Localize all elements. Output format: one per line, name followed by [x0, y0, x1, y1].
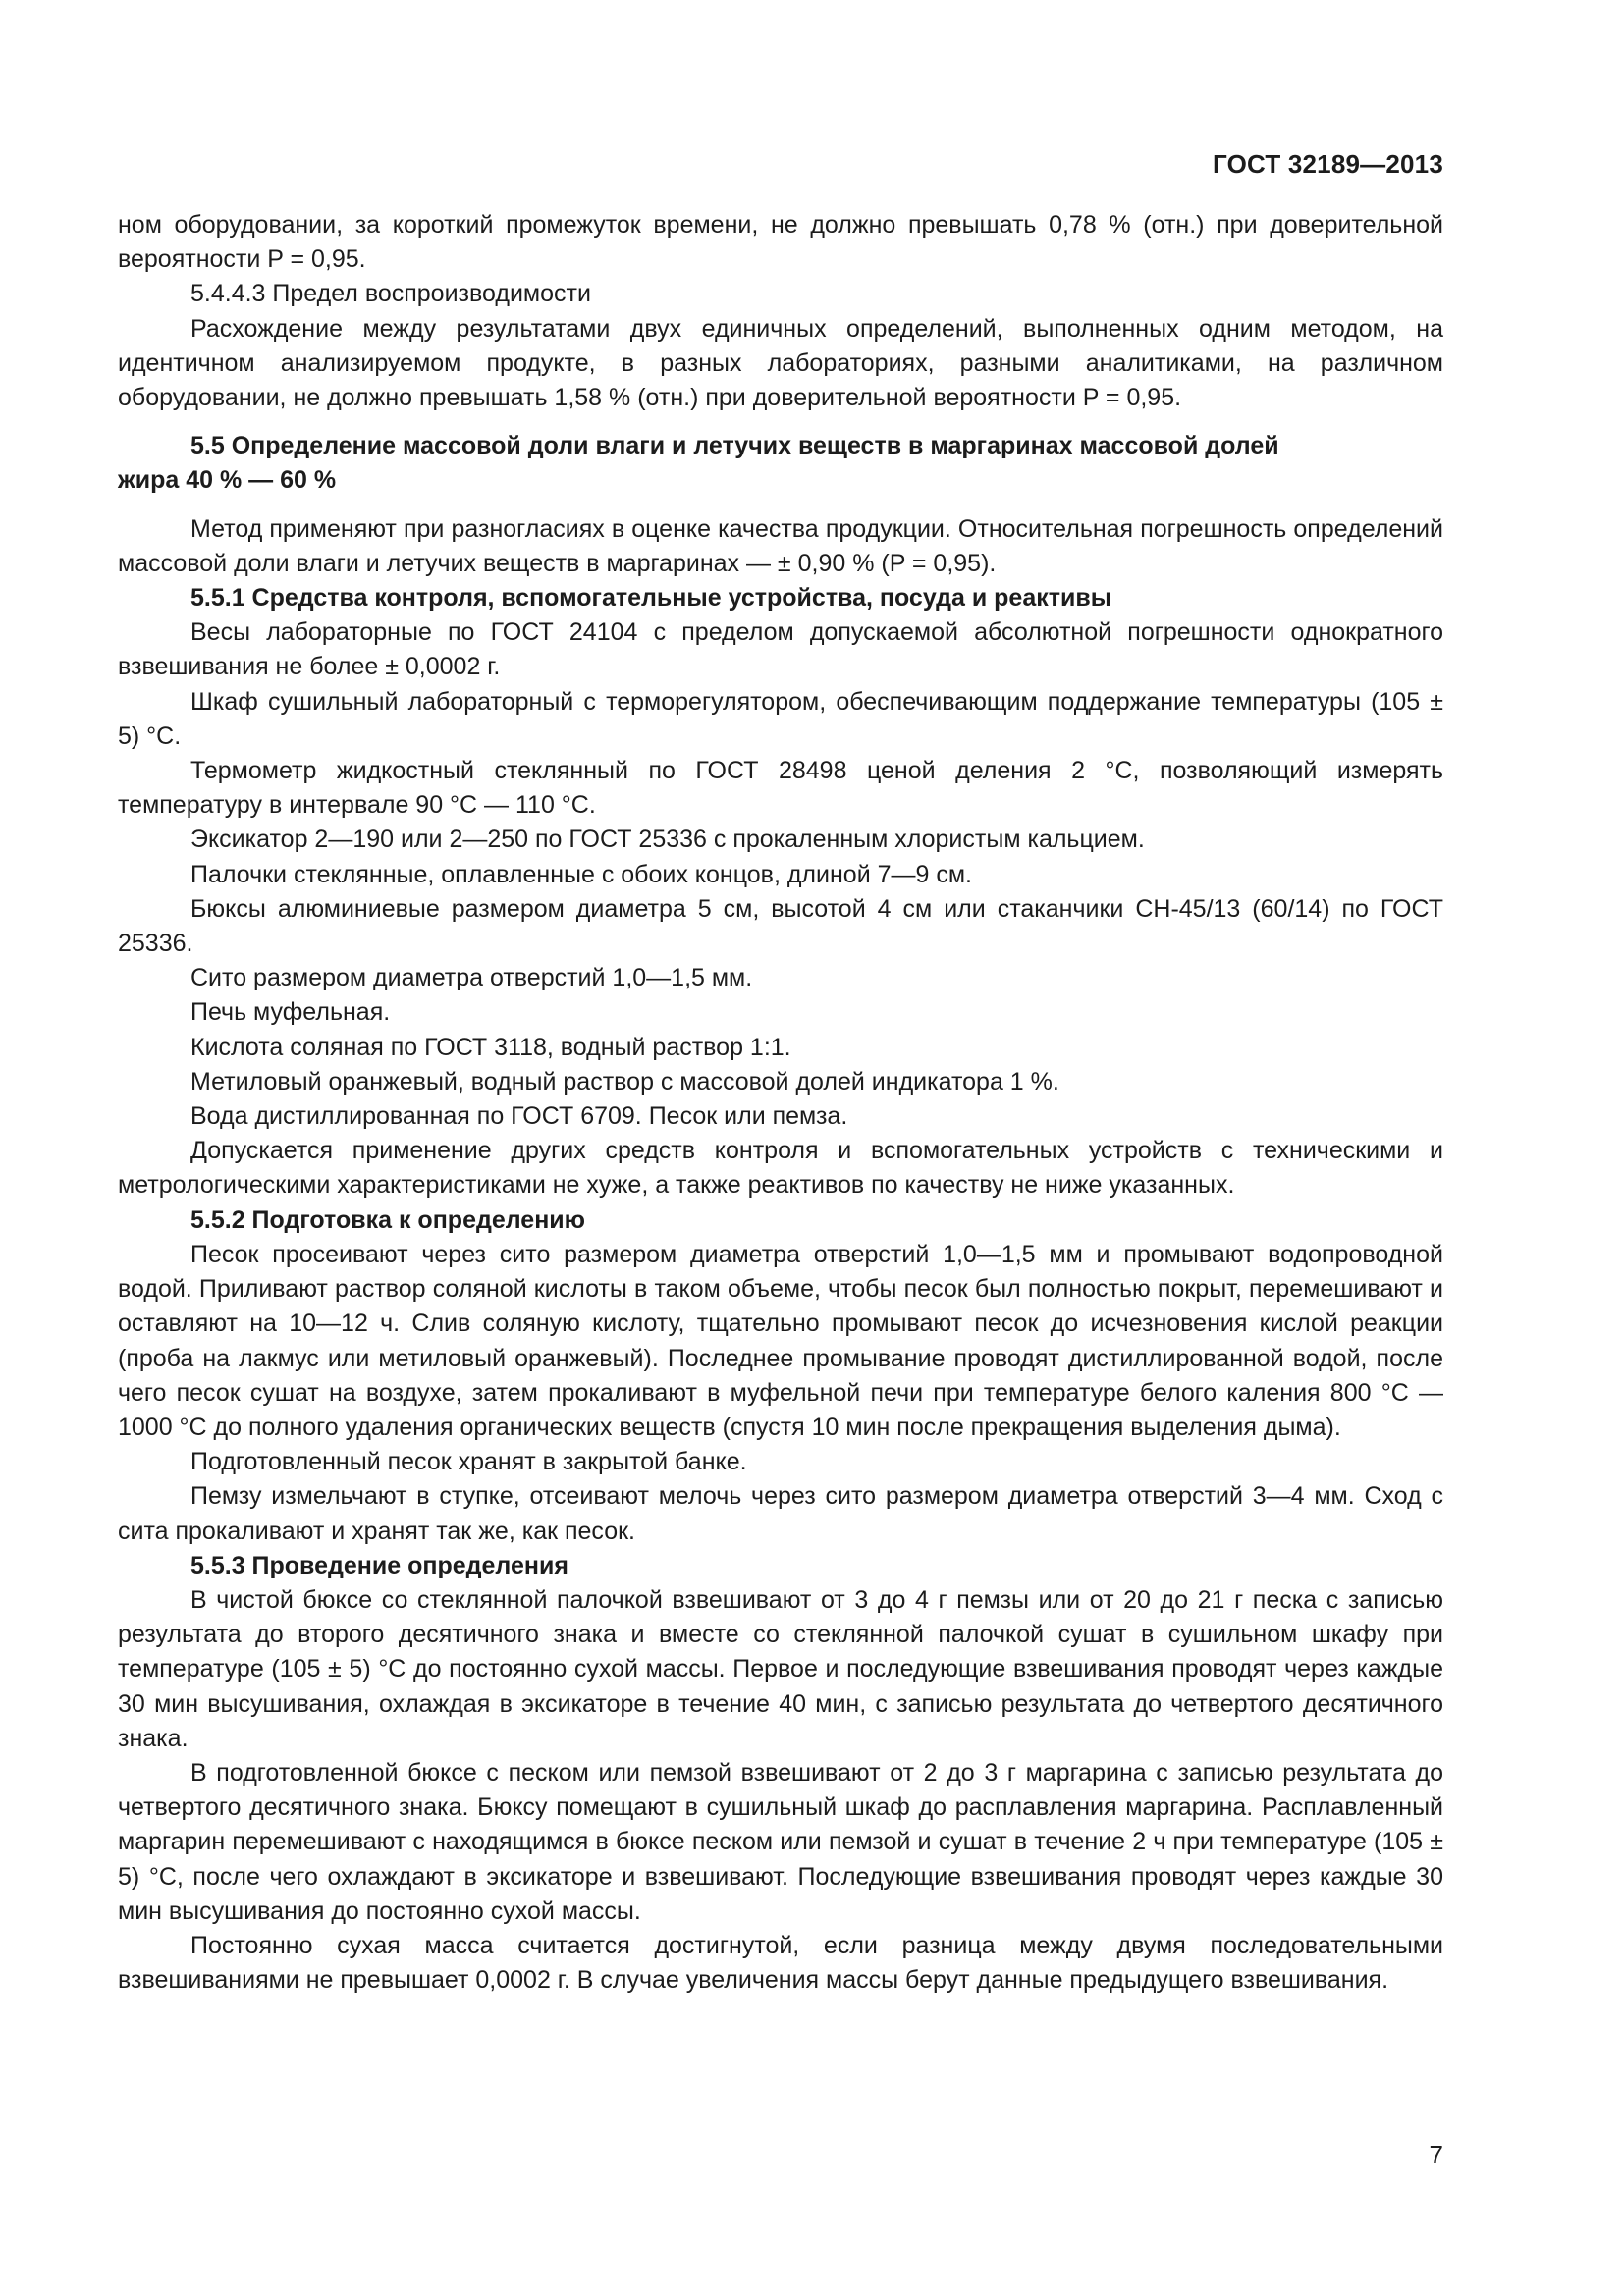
page-body	[118, 208, 1443, 1998]
paragraph-continuation: ном оборудовании, за короткий промежуток времени, не должно превышать 0,78 % (отн.) при доверительной вероятности P = 0,95.	[118, 211, 1443, 274]
paragraph-sand-preparation: Песок просеивают через сито размером диаметра отверстий 1,0—1,5 мм и промывают водопроводной водой. Приливают раствор соляной кислоты в таком объеме, чтобы песок был полностью покрыт, перемешивают и оставляют на 10—12 ч. Слив соляную кислоту, тщательно промывают песок до исчезновения кислой реакции (проба на лакмус или метиловый оранжевый). Последнее промывание проводят дистиллированной водой, после чего песок сушат на воздухе, затем прокаливают в муфельной печи при температуре белого каления 800 °С — 1000 °С до полного удаления органических веществ (спустя 10 мин после прекращения выделения дыма).	[118, 1240, 1443, 1441]
paragraph-method-intro: Метод применяют при разногласиях в оценке качества продукции. Относительная погрешность определений массовой доли влаги и летучих веществ в маргаринах — ± 0,90 % (P = 0,95).	[118, 514, 1443, 577]
subsection-heading-5-5-3: 5.5.3 Проведение определения	[190, 1551, 568, 1579]
paragraph-constant-mass: Постоянно сухая масса считается достигнутой, если разница между двумя последовательными взвешиваниями не превышает 0,0002 г. В случае увеличения массы берут данные предыдущего взвешивания.	[118, 1931, 1443, 1995]
section-title-5-5	[118, 429, 1443, 498]
list-item-desiccator: Эксикатор 2—190 или 2—250 по ГОСТ 25336 с прокаленным хлористым кальцием.	[190, 826, 1145, 854]
paragraph-alternatives-allowed: Допускается применение других средств контроля и вспомогательных устройств с техническими и метрологическими характеристиками не хуже, а также реактивов по качеству не ниже указанных.	[118, 1137, 1443, 1200]
list-item-glass-rods: Палочки стеклянные, оплавленные с обоих концов, длиной 7—9 см.	[190, 860, 972, 888]
list-item-methyl-orange: Метиловый оранжевый, водный раствор с массовой долей индикатора 1 %.	[190, 1067, 1059, 1095]
paragraph-procedure-weighing: В подготовленной бюксе с песком или пемзой взвешивают от 2 до 3 г маргарина с записью результата до четвертого десятичного знака. Бюксу помещают в сушильный шкаф до расплавления маргарина. Расплавленный маргарин перемешивают с находящимся в бюксе песком или пемзой и сушат в течение 2 ч при температуре (105 ± 5) °С, после чего охлаждают в эксикаторе и взвешивают. Последующие взвешивания проводят через каждые 30 мин высушивания до постоянно сухой массы.	[118, 1758, 1443, 1925]
section-title-line-2: жира 40 % — 60 %	[118, 466, 337, 495]
list-item-weighing-bottles: Бюксы алюминиевые размером диаметра 5 см, высотой 4 см или стаканчики СН-45/13 (60/14) по ГОСТ 25336.	[118, 894, 1443, 958]
list-item-drying-oven: Шкаф сушильный лабораторный с терморегулятором, обеспечивающим поддержание температуры (105 ± 5) °С.	[118, 687, 1443, 750]
document-header: ГОСТ 32189—2013	[1213, 149, 1443, 179]
paragraph-procedure-drying: В чистой бюксе со стеклянной палочкой взвешивают от 3 до 4 г пемзы или от 20 до 21 г песка с записью результата до второго десятичного знака и вместе со стеклянной палочкой сушат в сушильном шкафу при температуре (105 ± 5) °С до постоянно сухой массы. Первое и последующие взвешивания проводят через каждые 30 мин высушивания, охлаждая в эксикаторе в течение 40 мин, с записью результата до четвертого десятичного знака.	[118, 1585, 1443, 1752]
subclause-heading-5-4-4-3: 5.4.4.3 Предел воспроизводимости	[190, 280, 591, 308]
paragraph-sand-storage: Подготовленный песок хранят в закрытой банке.	[190, 1448, 747, 1476]
paragraph-pumice-preparation: Пемзу измельчают в ступке, отсеивают мелочь через сито размером диаметра отверстий 3—4 мм. Сход с сита прокаливают и хранят так же, как песок.	[118, 1482, 1443, 1545]
subsection-heading-5-5-1: 5.5.1 Средства контроля, вспомогательные устройства, посуда и реактивы	[190, 584, 1112, 613]
list-item-distilled-water: Вода дистиллированная по ГОСТ 6709. Песок или пемза.	[190, 1102, 848, 1131]
list-item-sieve: Сито размером диаметра отверстий 1,0—1,5 мм.	[190, 964, 753, 992]
section-title-line-1: 5.5 Определение массовой доли влаги и летучих веществ в маргаринах массовой долей	[190, 432, 1279, 460]
list-item-scales: Весы лабораторные по ГОСТ 24104 с пределом допускаемой абсолютной погрешности однократного взвешивания не более ± 0,0002 г.	[118, 618, 1443, 681]
subsection-heading-5-5-2: 5.5.2 Подготовка к определению	[190, 1205, 586, 1234]
list-item-muffle-furnace: Печь муфельная.	[190, 998, 391, 1027]
page-number: 7	[1429, 2140, 1443, 2169]
list-item-thermometer: Термометр жидкостный стеклянный по ГОСТ 28498 ценой деления 2 °С, позволяющий измерять температуру в интервале 90 °С — 110 °С.	[118, 757, 1443, 820]
paragraph-reproducibility: Расхождение между результатами двух единичных определений, выполненных одним методом, на идентичном анализируемом продукте, в разных лабораториях, разными аналитиками, на различном оборудовании, не должно превышать 1,58 % (отн.) при доверительной вероятности P = 0,95.	[118, 314, 1443, 412]
list-item-hydrochloric-acid: Кислота соляная по ГОСТ 3118, водный раствор 1:1.	[190, 1033, 791, 1061]
